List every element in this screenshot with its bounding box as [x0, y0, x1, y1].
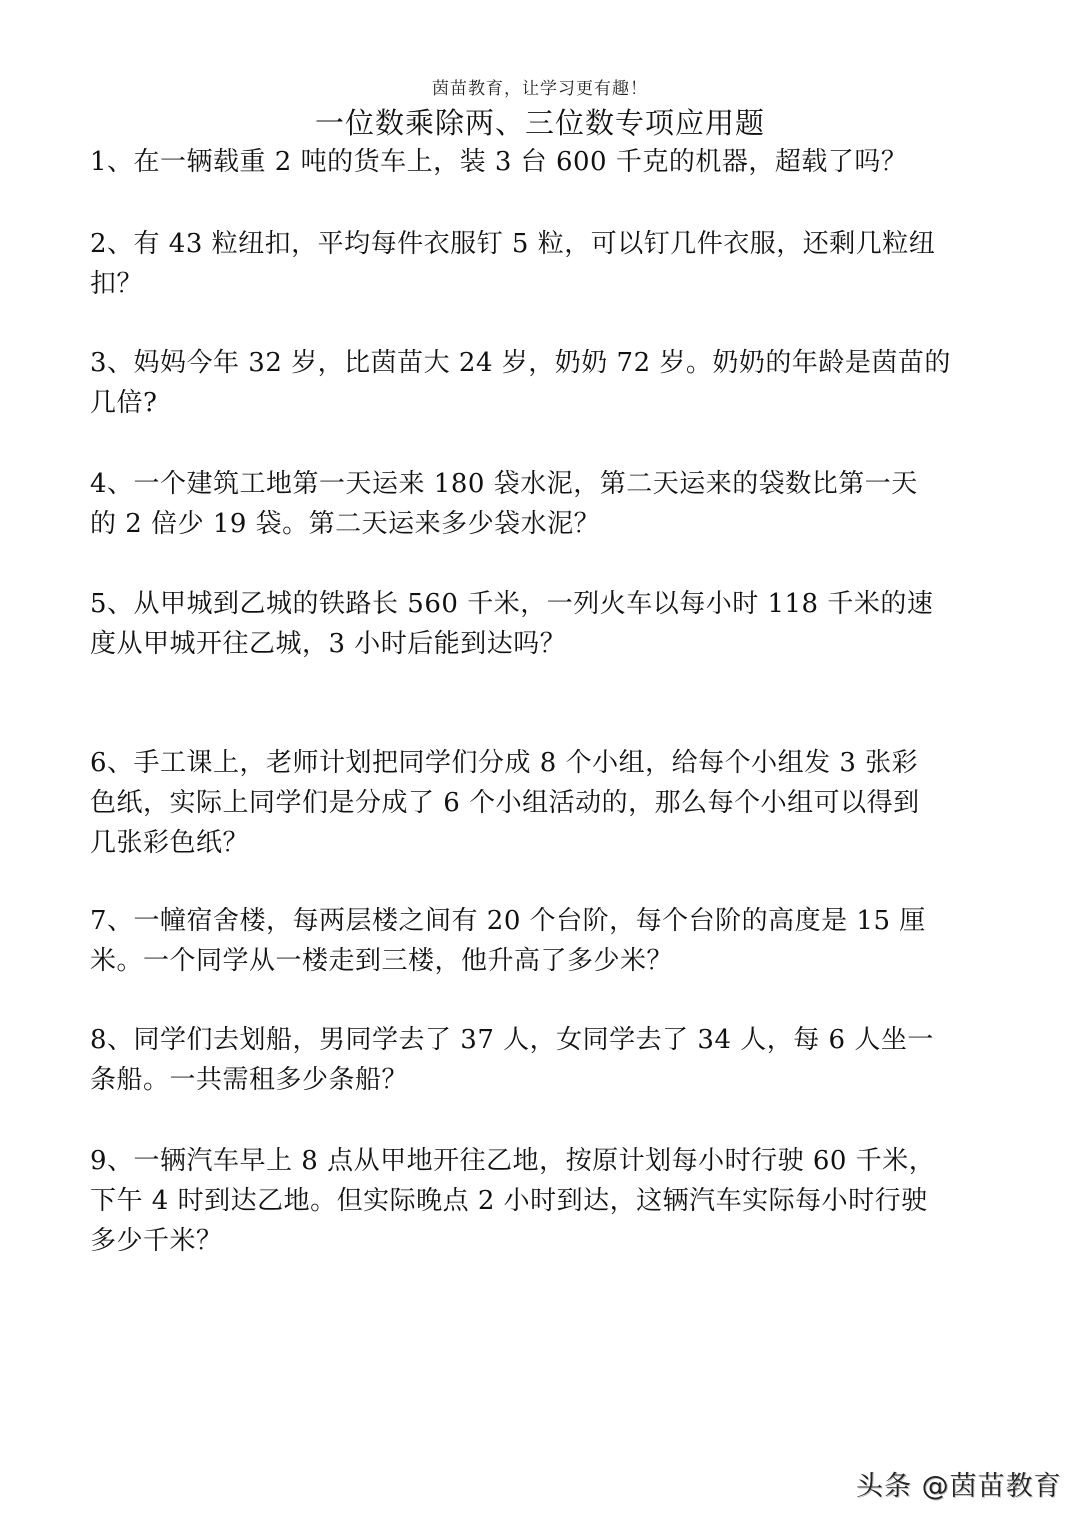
question-5	[90, 584, 1000, 664]
question-line: 3、妈妈今年 32 岁，比茵苗大 24 岁，奶奶 72 岁。奶奶的年龄是茵苗的	[90, 348, 951, 378]
question-line: 下午 4 时到达乙地。但实际晚点 2 小时到达，这辆汽车实际每小时行驶	[90, 1186, 928, 1216]
question-line: 的 2 倍少 19 袋。第二天运来多少袋水泥？	[90, 509, 601, 539]
question-3	[90, 343, 1000, 423]
header-slogan: 茵苗教育，让学习更有趣！	[432, 79, 648, 99]
question-1	[90, 142, 1000, 182]
question-line: 几倍?	[90, 388, 158, 418]
question-line: 6、手工课上，老师计划把同学们分成 8 个小组，给每个小组发 3 张彩	[90, 748, 919, 778]
question-line: 7、一幢宿舍楼，每两层楼之间有 20 个台阶，每个台阶的高度是 15 厘	[90, 906, 926, 936]
question-2	[90, 224, 1000, 304]
question-line: 4、一个建筑工地第一天运来 180 袋水泥，第二天运来的袋数比第一天	[90, 469, 918, 499]
source-watermark: 头条 @茵苗教育	[856, 1471, 1062, 1502]
question-8	[90, 1020, 1000, 1100]
question-line: 条船。一共需租多少条船？	[90, 1065, 409, 1095]
question-4	[90, 464, 1000, 544]
page-title: 一位数乘除两、三位数专项应用题	[314, 106, 765, 140]
question-line: 2、有 43 粒纽扣，平均每件衣服钉 5 粒，可以钉几件衣服，还剩几粒纽	[90, 229, 936, 259]
question-line: 8、同学们去划船，男同学去了 37 人，女同学去了 34 人，每 6 人坐一	[90, 1025, 934, 1055]
question-line: 几张彩色纸？	[90, 828, 250, 858]
question-6	[90, 743, 1000, 863]
question-line: 度从甲城开往乙城，3 小时后能到达吗？	[90, 629, 567, 659]
question-line: 米。一个同学从一楼走到三楼，他升高了多少米？	[90, 946, 674, 976]
question-line: 扣？	[90, 269, 144, 299]
question-line: 1、在一辆载重 2 吨的货车上，装 3 台 600 千克的机器，超载了吗？	[90, 147, 908, 177]
question-line: 色纸，实际上同学们是分成了 6 个小组活动的，那么每个小组可以得到	[90, 788, 920, 818]
question-line: 5、从甲城到乙城的铁路长 560 千米，一列火车以每小时 118 千米的速	[90, 589, 934, 619]
question-line: 多少千米？	[90, 1226, 223, 1256]
question-7	[90, 901, 1000, 981]
question-9	[90, 1141, 1000, 1261]
question-line: 9、一辆汽车早上 8 点从甲地开往乙地，按原计划每小时行驶 60 千米，	[90, 1146, 936, 1176]
